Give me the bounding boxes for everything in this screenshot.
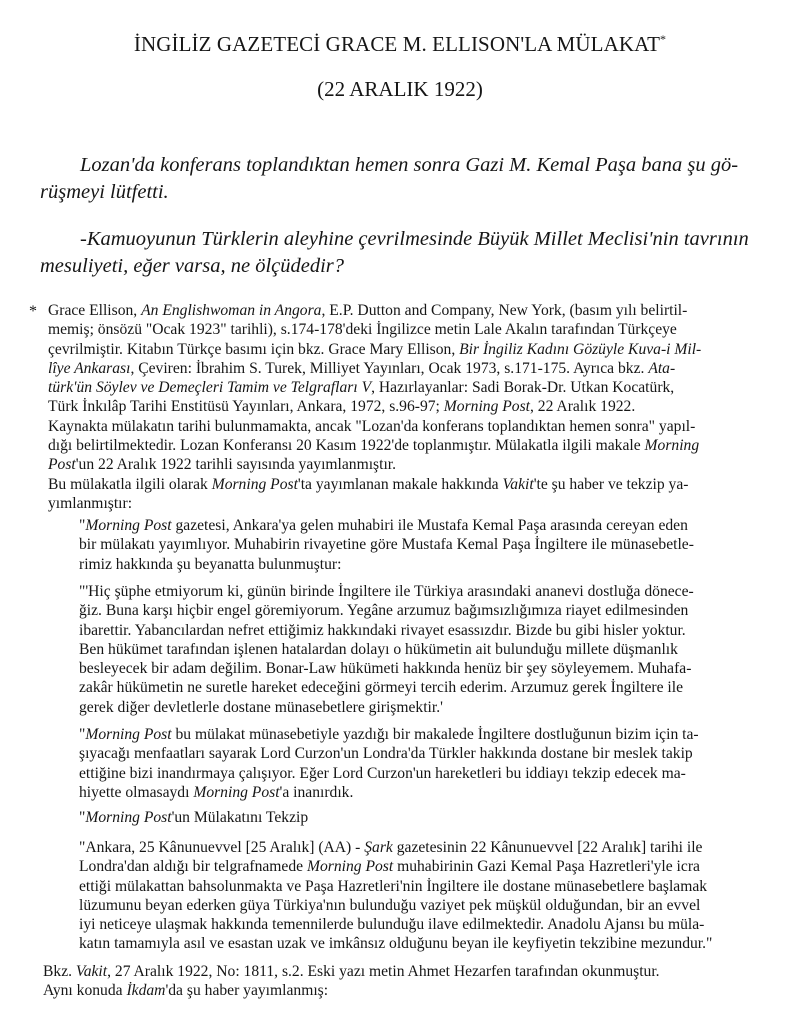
text-line: Kaynakta mülakatın tarihi bulunmamakta, ancak "Lozan'da konferans toplandıktan hemen sonra" yapıl- xyxy=(48,417,696,435)
footnote-reference: * xyxy=(660,32,667,46)
text-line: lüzumunu beyan ederken güya Türkiya'nın bulunduğu vaziyet pek müşkül olduğundan, bir an evvel xyxy=(79,896,701,914)
footnote-block xyxy=(48,301,701,513)
text-line: ğiz. Buna karşı hiçbir engel göremiyorum. Yegâne arzumuz bağımsızlığımıza riayet edilmesinden xyxy=(79,602,689,620)
text-line: türk'ün Söylev ve Demeçleri Tamim ve Telgrafları V, Hazırlayanlar: Sadi Borak-Dr. Utkan Kocatürk, xyxy=(48,379,675,397)
page-subtitle-date: (22 ARALIK 1922) xyxy=(317,77,483,101)
text-line: besleyecek bir adam değilim. Bonar-Law hükümeti hakkında henüz bir şey söyleyemem. Muhafa- xyxy=(79,660,692,678)
text-line: iyi neticeye ulaşmak hakkında temennilerde bulunduğu ilave edilmektedir. Anadolu Ajansı bu müla- xyxy=(79,916,705,934)
text-line: "'Hiç şüphe etmiyorum ki, günün birinde İngiltere ile Türkiya arasındaki ananevi dostluğa dönece- xyxy=(79,583,694,600)
text-line: şıyacağı menfaatları sayarak Lord Curzon'un Londra'da Türkler hakkında dostane bir meslek takip xyxy=(79,745,693,763)
text-line: rimiz hakkında şu beyanatta bulunmuştur: xyxy=(79,555,342,573)
text-line: ibarettir. Yabancılardan nefret ettiğimiz hakkındaki rivayet esassızdır. Bizde bu gibi hisler yoktur. xyxy=(79,621,686,639)
text-line: "Morning Post gazetesi, Ankara'ya gelen muhabiri ile Mustafa Kemal Paşa arasında cereyan eden xyxy=(79,517,688,534)
text-line: "Morning Post bu mülakat münasebetiyle yazdığı bir makalede İngiltere dostluğunun bizim için ta- xyxy=(79,726,699,743)
text-line: Aynı konuda İkdam'da şu haber yayımlanmış: xyxy=(43,982,329,1000)
text-line: memiş; önsözü "Ocak 1923" tarihli), s.174-178'deki İngilizce metin Lale Akalın tarafından Türkçeye xyxy=(48,321,677,339)
quote-paragraph-5 xyxy=(79,838,712,954)
text-line: ettiği mülakattan bahsolunmakta ve Paşa Hazretleri'nin İngiltere ile dostane münasebetlere başlamak xyxy=(79,877,708,895)
text-line: zakâr hükümetin ne suretle hareket edeceğini görmeyi tercih ederim. Arzumuz gerek İngiltere ile xyxy=(79,679,683,697)
text-line: yımlanmıştır: xyxy=(48,494,133,512)
quote-paragraph-2 xyxy=(79,582,694,717)
quote-heading xyxy=(79,808,308,827)
text-line: Grace Ellison, An Englishwoman in Angora, E.P. Dutton and Company, New York, (basım yılı belirtil- xyxy=(48,302,688,319)
text-line: Türk İnkılâp Tarihi Enstitüsü Yayınları, Ankara, 1972, s.96-97; Morning Post, 22 Aralık 1922. xyxy=(48,398,636,416)
text-line: ettiğine bizi inandırmaya çalışıyor. Eğer Lord Curzon'un hareketleri bu iddiayı tekzip edecek ma- xyxy=(79,764,686,782)
closing-paragraph xyxy=(43,962,660,1001)
text-line: hiyette olmasaydı Morning Post'a inanırdık. xyxy=(79,783,354,801)
text-line: "Ankara, 25 Kânunuevvel [25 Aralık] (AA) - Şark gazetesinin 22 Kânunuevvel [22 Aralık] tarihi ile xyxy=(79,839,703,856)
text-line: rüşmeyi lütfetti. xyxy=(40,181,169,203)
text-line: çevrilmiştir. Kitabın Türkçe basımı için bkz. Grace Mary Ellison, Bir İngiliz Kadını Gözüyle Kuva-i Mil- xyxy=(48,340,702,358)
quote-paragraph-3 xyxy=(79,725,699,802)
intro-paragraph xyxy=(40,152,778,206)
text-line: Ben hükümet tarafından işlenen hatalardan dolayı o hükümetin ait bulunduğu millete düşmanlık xyxy=(79,640,678,658)
text-line: lîye Ankarası, Çeviren: İbrahim S. Turek, Milliyet Yayınları, Ocak 1973, s.171-175. Ayrıca bkz. Ata- xyxy=(48,359,676,377)
question-paragraph xyxy=(40,226,778,280)
text-line: -Kamuoyunun Türklerin aleyhine çevrilmesinde Büyük Millet Meclisi'nin tavrının xyxy=(80,228,749,250)
text-line: dığı belirtilmektedir. Lozan Konferansı 20 Kasım 1922'de toplanmıştır. Mülakatla ilgili makale Morning xyxy=(48,437,700,455)
text-line: "Morning Post'un Mülakatını Tekzip xyxy=(79,809,309,826)
title-text: İNGİLİZ GAZETECİ GRACE M. ELLISON'LA MÜLAKAT xyxy=(133,32,660,56)
text-line: Londra'dan aldığı bir telgrafnamede Morning Post muhabirinin Gazi Kemal Paşa Hazretleri'yle icra xyxy=(79,858,700,876)
text-line: mesuliyeti, eğer varsa, ne ölçüdedir? xyxy=(40,255,345,277)
text-line: Bkz. Vakit, 27 Aralık 1922, No: 1811, s.2. Eski yazı metin Ahmet Hezarfen tarafından okunmuştur. xyxy=(43,963,660,980)
text-line: Lozan'da konferans toplandıktan hemen sonra Gazi M. Kemal Paşa bana şu gö- xyxy=(80,154,739,176)
text-line: katın tamamıyla asıl ve esastan uzak ve imkânsız olduğunu beyan ile keyfiyetin tekzibine mezundur." xyxy=(79,935,713,953)
text-line: Bu mülakatla ilgili olarak Morning Post'ta yayımlanan makale hakkında Vakit'te şu haber ve tekzip ya- xyxy=(48,475,689,493)
text-line: bir mülakatı yayımlıyor. Muhabirin rivayetine göre Mustafa Kemal Paşa İngiltere ile münasebetle- xyxy=(79,536,694,554)
quote-paragraph-1 xyxy=(79,516,694,574)
text-line: gerek diğer devletlerle dostane münasebetlere girişmektir.' xyxy=(79,698,443,716)
footnote-marker: * xyxy=(29,303,37,320)
page-title xyxy=(0,32,800,57)
text-line: Post'un 22 Aralık 1922 tarihli sayısında yayımlanmıştır. xyxy=(48,456,397,474)
